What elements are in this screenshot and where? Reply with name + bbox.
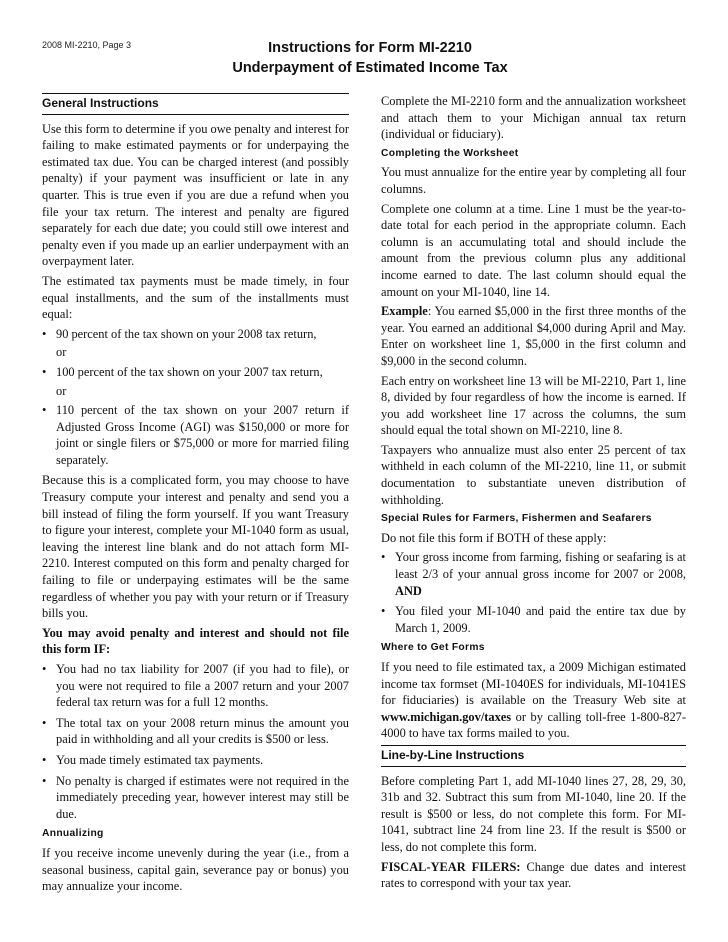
fiscal-year-paragraph	[381, 859, 686, 892]
and-text: AND	[395, 583, 422, 598]
where-to-get-forms-heading: Where to Get Forms	[381, 642, 485, 654]
avoid-list	[42, 661, 349, 822]
where-paragraph	[381, 659, 686, 742]
annualizing-paragraph: If you receive income unevenly during the year (i.e., from a seasonal business, capital gain, severance pay or bonus) you may annualize your income.	[42, 845, 349, 894]
special-rules-list	[381, 549, 686, 636]
worksheet-paragraph-2: Complete one column at a time. Line 1 must be the year-to-date total for each period in the appropriate column. Each column is an accumulating total and should include the amount from the previous column plus any additional income earned to date. The last column should equal the amount on your MI-1040, line 14.	[381, 201, 686, 299]
special-rules-intro: Do not file this form if BOTH of these apply:	[381, 530, 607, 545]
installment-list-3	[42, 402, 349, 468]
where-text-b: or by calling toll-free 1-800-827-4000 to have tax forms mailed to you.	[381, 709, 686, 741]
treasury-url-link[interactable]: www.michigan.gov/taxes	[381, 709, 512, 724]
list-item: • You filed your MI-1040 and paid the entire tax due by March 1, 2009.	[381, 603, 686, 636]
line-by-line-heading: Line-by-Line Instructions	[381, 745, 686, 767]
general-instructions-heading: General Instructions	[42, 93, 349, 115]
avoid-penalty-heading: You may avoid penalty and interest and should not file this form IF:	[42, 625, 349, 657]
worksheet-paragraph-3: Each entry on worksheet line 13 will be MI-2210, Part 1, line 8, divided by four regardless of how the income is earned. If you add worksheet line 17 across the columns, the sum should equal the total shown on MI-2210, line 8.	[381, 373, 686, 438]
installment-list	[42, 326, 349, 343]
example-paragraph	[381, 303, 686, 369]
list-item: • 100 percent of the tax shown on your 2007 tax return,	[42, 364, 349, 381]
fiscal-text: Change due dates and interest rates to correspond with your tax year.	[381, 859, 686, 891]
general-paragraph-3: Because this is a complicated form, you may choose to have Treasury compute your interest and penalty and send you a bill instead of filing the form yourself. If you want Treasury to figure your interest, complete your MI-1040 form as usual, leaving the interest line blank and do not attach form MI-2210. Interest computed on this form and penalty charged for failing to file or underpaying estimates will be the same regardless of whether you pay with your return or if Treasury bills you.	[42, 473, 349, 621]
worksheet-heading: Completing the Worksheet	[381, 147, 519, 159]
where-text-a: If you need to file estimated tax, a 2009 Michigan estimated income tax formset (MI-1040ES for individuals, MI-1041ES for fiduciaries) is available on the Treasury Web site at	[381, 660, 686, 708]
example-label: Example	[381, 304, 428, 319]
right-column	[381, 93, 686, 895]
page-label: 2008 MI-2210, Page 3	[42, 40, 132, 50]
list-item: • You made timely estimated tax payments.	[42, 752, 349, 769]
general-paragraph-1: Use this form to determine if you owe penalty and interest for failing to make estimated payments or for underpaying the estimated tax due. You can be charged interest (and possibly penalty) if your payment was insufficient or late in any quarter. This is true even if you are due a refund when you file your tax return. The interest and penalty are figured separately for each due date; you could still owe interest and penalty even if you made up an earlier underpayment with an overpayment later.	[42, 121, 349, 269]
list-item: • No penalty is charged if estimates were not required in the immediately preceding year, however interest may still be due.	[42, 773, 349, 823]
installment-list-2	[42, 364, 349, 381]
annualizing-heading: Annualizing	[42, 828, 104, 840]
or-text: or	[56, 345, 67, 360]
list-item: • You had no tax liability for 2007 (if you had to file), or you were not required to file a 2007 return and your 2007 federal tax return was for a full 12 months.	[42, 661, 349, 711]
page-subtitle: Underpayment of Estimated Income Tax	[232, 60, 508, 76]
special-rules-heading: Special Rules for Farmers, Fishermen and Seafarers	[381, 513, 652, 525]
example-text: : You earned $5,000 in the first three months of the year. You earned an additional $4,000 during April and May. Enter on worksheet line 1, $5,000 in the first column and $9,000 in the second column.	[381, 304, 686, 368]
general-paragraph-2: The estimated tax payments must be made timely, in four equal installments, and the sum of the installments must equal:	[42, 273, 349, 322]
or-text: or	[56, 383, 67, 398]
special-rule-1-text: Your gross income from farming, fishing or seafaring is at least 2/3 of your annual gross income for 2007 or 2008,	[395, 550, 686, 582]
page-title: Instructions for Form MI-2210	[268, 40, 472, 56]
fiscal-label: FISCAL-YEAR FILERS:	[381, 859, 521, 874]
worksheet-paragraph-1: You must annualize for the entire year by completing all four columns.	[381, 165, 686, 196]
left-column	[42, 93, 349, 898]
intro-paragraph: Complete the MI-2210 form and the annualization worksheet and attach them to your Michigan annual tax return (individual or fiduciary).	[381, 94, 686, 142]
list-item: • The total tax on your 2008 return minus the amount you paid in withholding and all your credits is $500 or less.	[42, 715, 349, 748]
worksheet-paragraph-4: Taxpayers who annualize must also enter 25 percent of tax withheld in each column of the MI-2210, line 11, or submit documentation to substantiate uneven distribution of withholding.	[381, 442, 686, 507]
list-item: • 110 percent of the tax shown on your 2007 return if Adjusted Gross Income (AGI) was $150,000 or more for joint or single filers or $75,000 or more for married filing separately.	[42, 402, 349, 468]
list-item: • 90 percent of the tax shown on your 2008 tax return,	[42, 326, 349, 343]
list-item	[381, 549, 686, 599]
line-by-line-paragraph: Before completing Part 1, add MI-1040 lines 27, 28, 29, 30, 31b and 32. Subtract this sum from MI-1040, line 20. If the result is $500 or less, do not complete this form. For MI-1041, subtract line 24 from line 23. If the result is $500 or less, do not complete this form.	[381, 773, 686, 854]
